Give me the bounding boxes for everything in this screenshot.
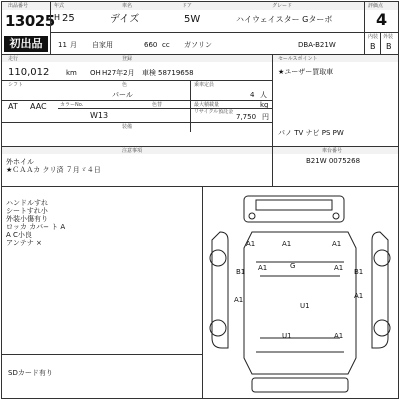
rear-view-outline — [252, 378, 348, 392]
inspection-note: 外装小傷有り — [6, 215, 48, 223]
grade-label: グレード — [272, 3, 293, 9]
exterior-score: B — [386, 42, 392, 51]
model-code: DBA-B21W — [298, 41, 336, 49]
front-right-light — [333, 213, 339, 219]
inspection-note: ロッカ カバ− ト A — [6, 223, 66, 231]
chassis-label: 車台番号 — [322, 148, 343, 154]
inspection-note: ハンドルすれ — [6, 199, 48, 207]
inspection-notes — [6, 199, 65, 247]
damage-mark: A1 — [334, 264, 344, 272]
seats-unit: 人 — [260, 91, 267, 99]
trans-label: シフト — [8, 82, 24, 88]
damage-mark: U1 — [300, 302, 310, 310]
damage-mark: A1 — [258, 264, 268, 272]
displacement-unit: cc — [162, 41, 170, 49]
month-value: 11 — [58, 41, 67, 49]
year-value: 25 — [62, 13, 75, 24]
door-label: ドア — [182, 3, 192, 9]
chassis-number: B21W 0075268 — [306, 157, 361, 165]
color-label: 色 — [122, 82, 128, 88]
damage-mark: A1 — [234, 296, 244, 304]
inspection-note: A C小良 — [6, 231, 32, 239]
model-label: 車名 — [122, 3, 133, 9]
front-windshield — [256, 200, 332, 210]
remarks-block — [6, 158, 101, 174]
seats-label: 乗車定員 — [194, 82, 215, 88]
transmission: AT — [8, 102, 18, 111]
reg-label: 登録 — [122, 56, 133, 62]
inspection-note: アンテナ × — [6, 239, 42, 247]
damage-mark: B1 — [236, 268, 246, 276]
ownership: OH — [90, 69, 101, 77]
color-no-label: カラーNo. — [60, 102, 84, 108]
remarks-label: 注意事項 — [122, 148, 143, 154]
front-left-light — [249, 213, 255, 219]
lot-number: 13025 — [5, 12, 55, 30]
damage-mark: A1 — [334, 332, 344, 340]
load-unit: kg — [260, 101, 269, 109]
damage-mark: G — [290, 262, 296, 270]
model-name: デイズ — [110, 14, 140, 25]
damage-mark: A1 — [282, 240, 292, 248]
usage: 自家用 — [92, 41, 113, 49]
seats-value: 4 — [250, 91, 255, 99]
color-number: W13 — [90, 111, 109, 120]
reg-number: 58719658 — [158, 69, 194, 77]
recycle-fee: 7,750 — [236, 113, 257, 121]
color-change-label: 色替 — [152, 102, 163, 108]
month-unit: 月 — [70, 41, 77, 49]
load-label: 最大積載量 — [194, 102, 220, 108]
inspection-label: 車検 — [142, 69, 156, 77]
mileage-value: 110,012 — [8, 67, 50, 78]
bottom-note: SDカード有り — [8, 369, 53, 377]
mileage-label: 走行 — [8, 56, 19, 62]
damage-mark: B1 — [354, 268, 364, 276]
remark-line: 外ホイル — [6, 158, 34, 166]
year-era: H — [54, 13, 61, 22]
exterior-label: 外装 — [383, 34, 394, 40]
auction-sheet — [1, 1, 399, 399]
equipment-label: 装備 — [122, 124, 133, 130]
door-type: 5W — [184, 14, 201, 25]
interior-score: B — [370, 42, 376, 51]
mileage-unit: km — [66, 69, 77, 77]
interior-label: 内装 — [368, 34, 379, 40]
recycle-label: リサイクル預託金 — [194, 109, 234, 115]
fuel-type: ガソリン — [184, 41, 212, 49]
grade-name: ハイウェイスター Gターボ — [236, 15, 333, 24]
inspection-date: H27年2月 — [102, 69, 135, 77]
damage-mark: A1 — [332, 240, 342, 248]
first-listing-badge: 初出品 — [4, 36, 48, 52]
air-conditioning: AAC — [30, 102, 47, 111]
recycle-unit: 円 — [262, 113, 269, 121]
lot-label: 出品番号 — [8, 3, 29, 9]
damage-mark: A1 — [246, 240, 256, 248]
year-label: 年式 — [54, 3, 65, 9]
color-value: パール — [112, 91, 133, 99]
sales-point-text: ★ユーザー買取車 — [278, 68, 334, 76]
overall-score: 4 — [376, 10, 387, 29]
displacement: 660 — [144, 41, 158, 49]
damage-mark: A1 — [354, 292, 364, 300]
remark-line: ★ＣＡＡカ クリ済 ７月ゞ４日 — [6, 166, 101, 174]
car-damage-diagram — [204, 188, 396, 396]
damage-mark: U1 — [282, 332, 292, 340]
score-label: 評価点 — [368, 3, 384, 9]
damage-marks — [234, 240, 363, 340]
option-text: パノ TV ナビ PS PW — [278, 129, 344, 137]
inspection-note: シートすれ小 — [6, 207, 48, 215]
sales-point-label: セールスポイント — [278, 56, 318, 62]
